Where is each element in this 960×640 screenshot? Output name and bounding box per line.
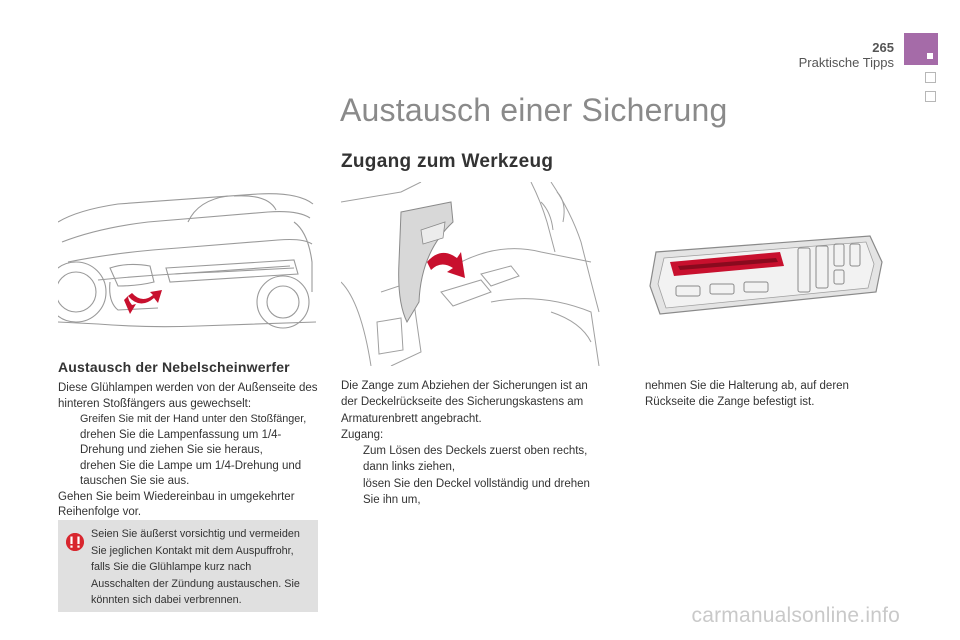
section-name: Praktische Tipps xyxy=(798,55,894,70)
tool-access-intro: Die Zange zum Abziehen der Sicherungen ist an der Deckelrückseite des Sicherungskastens am Armaturenbrett angebracht. xyxy=(341,380,588,425)
fuse-puller-illustration xyxy=(620,222,890,336)
list-item: drehen Sie die Lampenfassung um 1/4-Drehung und ziehen Sie sie heraus, xyxy=(80,428,282,456)
rear-bumper-illustration xyxy=(58,182,316,342)
list-item: Zum Lösen des Deckels zuerst oben rechts, dann links ziehen, xyxy=(363,445,588,474)
warning-text: Seien Sie äußerst vorsichtig und vermeiden Sie jeglichen Kontakt mit dem Auspuffrohr, falls Sie die Glühlampe kurz nach Ausschalten der Zündung austauschen. Sie könnten sich dabei verbrennen. xyxy=(91,528,300,606)
tool-access-continued xyxy=(623,378,873,411)
page-title: Austausch einer Sicherung xyxy=(340,92,728,128)
tab-marker-icon xyxy=(927,53,933,59)
chapter-tab-empty[interactable] xyxy=(925,72,936,83)
access-label: Zugang: xyxy=(341,428,384,441)
chapter-tab[interactable] xyxy=(904,33,938,65)
section-title: Zugang zum Werkzeug xyxy=(341,151,554,172)
fog-lamp-intro: Diese Glühlampen werden von der Außenseite des hinteren Stoßfängers aus gewechselt: xyxy=(58,382,318,410)
warning-box xyxy=(58,520,318,612)
watermark: carmanualsonline.info xyxy=(691,604,900,627)
fog-lamp-instructions xyxy=(58,381,320,521)
warning-exclamation-icon xyxy=(66,533,84,551)
list-item: nehmen Sie die Halterung ab, auf deren Rückseite die Zange befestigt ist. xyxy=(645,380,849,409)
list-item: drehen Sie die Lampe um 1/4-Drehung und tauschen Sie sie aus. xyxy=(80,459,302,487)
fog-lamp-outro: Gehen Sie beim Wiedereinbau in umgekehrter Reihenfolge vor. xyxy=(58,490,295,518)
chapter-tab-empty[interactable] xyxy=(925,91,936,102)
fog-lamp-subtitle: Austausch der Nebelscheinwerfer xyxy=(58,359,290,375)
list-item: Greifen Sie mit der Hand unter den Stoßfänger, xyxy=(80,413,307,425)
page-number: 265 xyxy=(872,40,894,55)
fusebox-cover-illustration xyxy=(341,182,601,366)
list-item: lösen Sie den Deckel vollständig und drehen Sie ihn um, xyxy=(363,477,590,507)
tool-access-instructions xyxy=(341,378,603,508)
